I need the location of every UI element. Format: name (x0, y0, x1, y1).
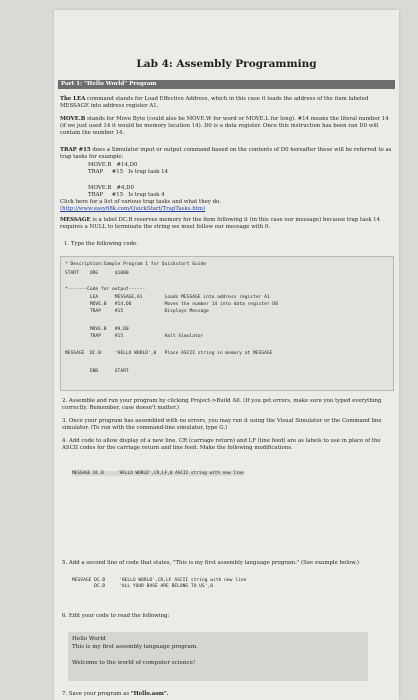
lea-paragraph (60, 96, 394, 110)
step-5-code-line: DC.B 'ALL YOUR BASE ARE BELONG TO US',0 (72, 584, 214, 590)
example-line: MOVE.B #14,D0 (88, 162, 138, 168)
step-7-text: 7. Save your program as (62, 691, 131, 697)
step-2: 2. Assemble and run your program by clicking Project->Build All. (If you get errors, make sure you typed everything correctly. Remember, case doesn't matter.) (62, 398, 382, 411)
code-line: START ORG $1000 (65, 271, 129, 276)
step-5: 5. Add a second line of code that states, "This is my first assembly language program." (See example below.) (62, 560, 359, 566)
step-7-filename: "Hello.asm". (130, 691, 169, 697)
document-page (54, 10, 399, 700)
code-line: END START (65, 369, 129, 374)
step-5-code (72, 578, 392, 590)
trap-term: TRAP #15 (60, 147, 91, 153)
example-line: TRAP #15 Is trap task 14 (88, 169, 168, 175)
click-text: Click here for a list of various trap tasks and what they do. (60, 199, 221, 205)
output-line: Hello World (72, 636, 106, 642)
code-block (60, 256, 394, 391)
trap-tasks-link[interactable]: (http://www.easy68k.com/QuickStart/TrapTasks.htm) (60, 206, 206, 212)
lea-term: The LEA (60, 96, 86, 102)
step-4: 4. Add code to allow display of a new line. CR (carriage return) and LF (line feed) are as labels to use in place of the ASCII codes for the carriage return and line feed. Make the following modifications. (62, 438, 381, 451)
step-5-code-line: MESSAGE DC.B 'HELLO WORLD',CR,LF ASCII string with new line (72, 578, 247, 583)
lea-text: command stands for Load Effective Address, which in this case it loads the address of the item labeled MESSAGE into address register A1. (60, 96, 369, 109)
message-term: MESSAGE (60, 217, 91, 223)
code-line: * Description:Sample Program 1 for Quickstart Guide (65, 262, 207, 267)
code-line: *-------Code for output------ (65, 287, 146, 292)
example-line: TRAP #15 Is trap task 4 (88, 192, 165, 198)
code-line: LEA MESSAGE,A1 Loads MESSAGE into address register A1 (65, 295, 270, 300)
step-4-code-line: MESSAGE DC.B 'HELLO WORLD',CR,LF,0 ASCII string with new line (72, 471, 244, 476)
trap-paragraph (60, 147, 394, 161)
code-line: MOVE.B #9,D0 (65, 327, 129, 332)
trap-example-2 (88, 185, 288, 199)
example-line: MOVE.B #4,D0 (88, 185, 134, 191)
trap-example-1 (88, 162, 288, 176)
move-paragraph (60, 116, 394, 137)
part-header: Part 1: "Hello World" Program (58, 80, 395, 89)
step-7 (62, 691, 396, 698)
move-text: stands for Move Byte (could also be MOVE.W for word or MOVE.L for long). #14 means the literal number 14 (if we just used 14 it would be memory location 14). D0 is a data register. Once this instruction has been ran D0 will contain the number 14. (60, 116, 389, 136)
output-line: This is my first assembly language program. (72, 644, 198, 650)
step-6: 6. Edit your code to read the following: (62, 613, 170, 619)
trap-text: does a Simulator input or output command based on the contents of D0 hereafter these will be referred to as trap tasks for example: (60, 147, 392, 160)
step-4-code (72, 470, 392, 477)
move-term: MOVE.B (60, 116, 86, 122)
message-text: is a label DC.B reserves memory for the item following it (in this case our message) because trap task 14 requires a NULL to terminate the string we must follow our message with 0. (60, 217, 381, 230)
code-line: MESSAGE DC.B 'HELLO WORLD',0 Place ASCII string in memory at MESSAGE (65, 351, 273, 356)
page-title: Lab 4: Assembly Programming (136, 58, 317, 70)
step-3: 3. Once your program has assembled with no errors, you may run it using the Visual Simulator or the Command line simulator. (To run with the command-line simulator, type G.) (62, 418, 382, 431)
step-1: 1. Type the following code. (64, 241, 138, 247)
code-line: TRAP #15 Displays Message (65, 309, 209, 314)
code-line: TRAP #15 Halt Simulator (65, 334, 204, 339)
expected-output-box (68, 632, 368, 681)
trap-list-note (60, 199, 394, 213)
output-line: Welcome to the world of computer science! (72, 660, 196, 666)
message-paragraph (60, 217, 394, 231)
code-line: MOVE.B #14,D0 Moves the number 14 into data register D0 (65, 302, 278, 307)
